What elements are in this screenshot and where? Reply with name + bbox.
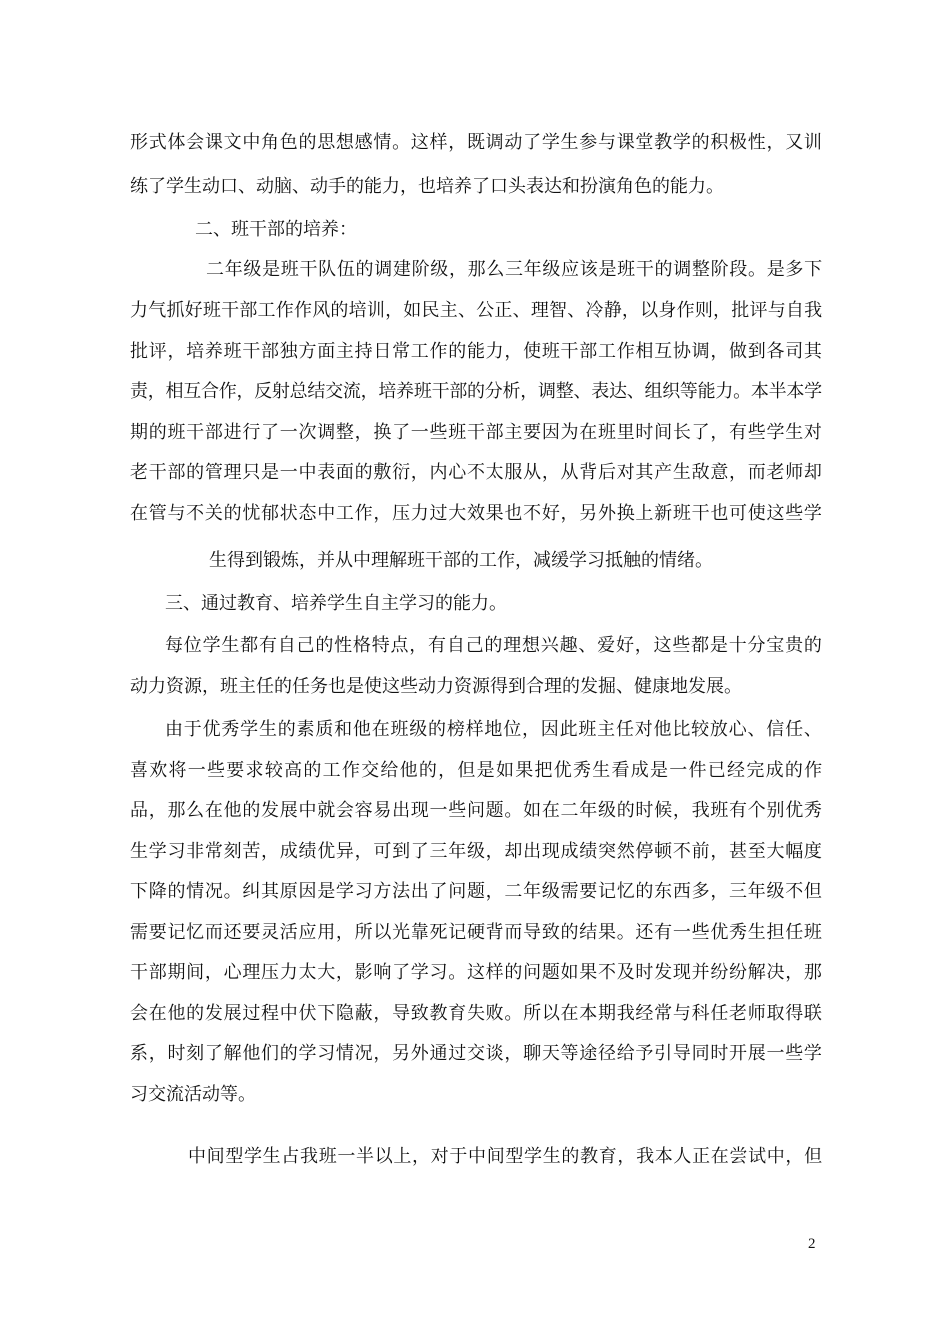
text-line: 形式体会课文中角色的思想感情。这样，既调动了学生参与课堂教学的积极性，又训 — [130, 132, 823, 153]
text-line: 期的班干部进行了一次调整，换了一些班干部主要因为在班里时间长了，有些学生对 — [130, 422, 823, 443]
text-line: 在管与不关的忧郁状态中工作，压力过大效果也不好，另外换上新班干也可使这些学 — [130, 503, 823, 524]
text-line: 干部期间，心理压力太大，影响了学习。这样的问题如果不及时发现并纷纷解决，那 — [130, 962, 823, 983]
text-line: 练了学生动口、动脑、动手的能力，也培养了口头表达和扮演角色的能力。 — [130, 176, 724, 197]
text-line: 喜欢将一些要求较高的工作交给他的，但是如果把优秀生看成是一件已经完成的作 — [130, 760, 824, 781]
text-line: 下降的情况。纠其原因是学习方法出了问题，二年级需要记忆的东西多，三年级不但 — [130, 881, 823, 902]
text-line: 品，那么在他的发展中就会容易出现一些问题。如在二年级的时候，我班有个别优秀 — [130, 800, 823, 821]
text-line: 动力资源，班主任的任务也是使这些动力资源得到合理的发掘、健康地发展。 — [130, 676, 742, 697]
text-line: 每位学生都有自己的性格特点，有自己的理想兴趣、爱好，这些都是十分宝贵的 — [165, 635, 823, 656]
text-line: 二年级是班干队伍的调建阶级，那么三年级应该是班干的调整阶段。是多下 — [206, 259, 823, 280]
text-line: 老干部的管理只是一中表面的敷衍，内心不太服从，从背后对其产生敌意，而老师却 — [130, 462, 823, 483]
text-line: 系，时刻了解他们的学习情况，另外通过交谈，聊天等途径给予引导同时开展一些学 — [130, 1043, 823, 1064]
text-line: 中间型学生占我班一半以上，对于中间型学生的教育，我本人正在尝试中，但 — [188, 1146, 823, 1167]
text-line: 生学习非常刻苦，成绩优异，可到了三年级，却出现成绩突然停顿不前，甚至大幅度 — [130, 841, 823, 862]
text-line: 会在他的发展过程中伏下隐蔽，导致教育失败。所以在本期我经常与科任老师取得联 — [130, 1003, 823, 1024]
text-line: 生得到锻炼，并从中理解班干部的工作，减缓学习抵触的情绪。 — [209, 550, 713, 571]
text-line: 三、通过教育、培养学生自主学习的能力。 — [165, 593, 507, 614]
text-line: 二、班干部的培养： — [195, 219, 357, 240]
text-line: 习交流活动等。 — [130, 1084, 256, 1105]
page-number: 2 — [808, 1236, 816, 1252]
text-line: 需要记忆而还要灵活应用，所以光靠死记硬背而导致的结果。还有一些优秀生担任班 — [130, 922, 823, 943]
text-line: 力气抓好班干部工作作风的培训，如民主、公正、理智、冷静，以身作则，批评与自我 — [130, 300, 823, 321]
text-line: 责，相互合作，反射总结交流，培养班干部的分析，调整、表达、组织等能力。本半本学 — [130, 381, 822, 402]
text-line: 由于优秀学生的素质和他在班级的榜样地位，因此班主任对他比较放心、信任、 — [165, 719, 823, 740]
text-line: 批评，培养班干部独方面主持日常工作的能力，使班干部工作相互协调，做到各司其 — [130, 341, 823, 362]
